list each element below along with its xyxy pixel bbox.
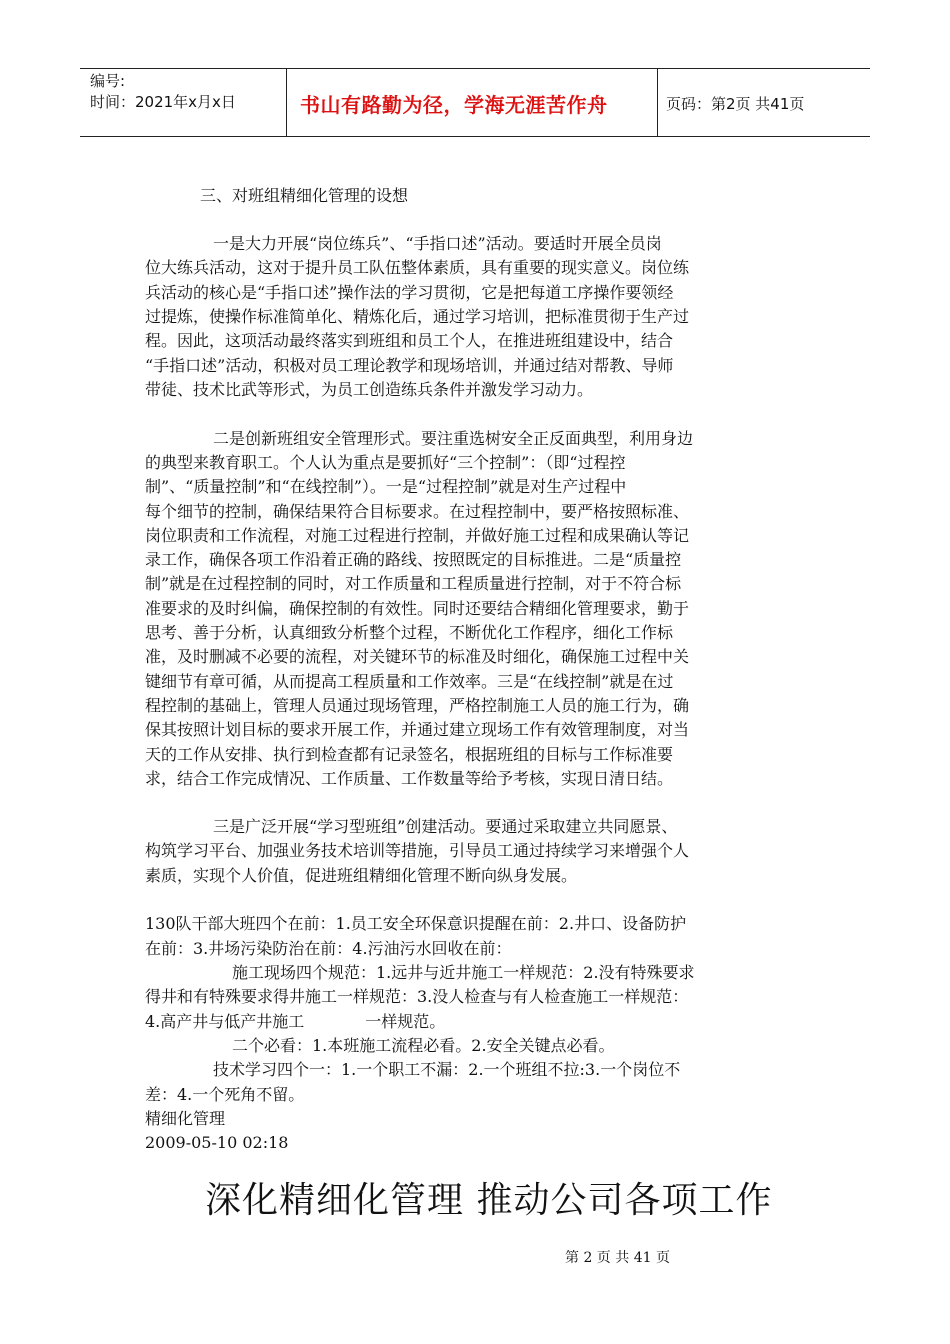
text-line: 的典型来教育职工。个人认为重点是要抓好“三个控制”：（即“过程控 (145, 453, 626, 472)
text-line: 施工现场四个规范：1.远井与近井施工一样规范：2.没有特殊要求 (232, 963, 695, 982)
timestamp: 2009-05-10 02:18 (145, 1133, 289, 1152)
text-line: 构筑学习平台、加强业务技术培训等措施，引导员工通过持续学习来增强个人 (145, 841, 690, 860)
text-line: 键细节有章可循，从而提高工程质量和工作效率。三是“在线控制”就是在过 (145, 672, 674, 691)
doc-number-label: 编号: (90, 72, 126, 90)
text-line: 程。因此，这项活动最终落实到班组和员工个人，在推进班组建设中，结合 (145, 331, 674, 350)
text-line: 精细化管理 (145, 1109, 226, 1128)
text-line: 制”、“质量控制”和“在线控制”）。一是“过程控制”就是对生产过程中 (145, 477, 627, 496)
text-line: 准，及时删减不必要的流程，对关键环节的标准及时细化，确保施工过程中关 (145, 647, 690, 666)
header-divider (657, 69, 658, 136)
text-line: “手指口述”活动，积极对员工理论教学和现场培训，并通过结对帮教、导师 (145, 356, 674, 375)
header-meta (90, 71, 290, 113)
text-line: 三是广泛开展“学习型班组”创建活动。要通过采取建立共同愿景、 (213, 817, 678, 836)
text-line: 求，结合工作完成情况、工作质量、工作数量等给予考核，实现日清日结。 (145, 769, 674, 788)
header-page-info: 页码：第2页 共41页 (666, 95, 805, 113)
text-line: 保其按照计划目标的要求开展工作，并通过建立现场工作有效管理制度，对当 (145, 720, 690, 739)
text-line: 每个细节的控制，确保结果符合目标要求。在过程控制中，要严格按照标准、 (145, 502, 690, 521)
text-line: 制”就是在过程控制的同时，对工作质量和工程质量进行控制，对于不符合标 (145, 574, 682, 593)
text-line: 得井和有特殊要求得井施工一样规范：3.没人检查与有人检查施工一样规范： (145, 987, 689, 1006)
text-line: 差：4.一个死角不留。 (145, 1085, 305, 1104)
text-line: 准要求的及时纠偏，确保控制的有效性。同时还要结合精细化管理要求，勤于 (145, 599, 690, 618)
text-line: 程控制的基础上，管理人员通过现场管理，严格控制施工人员的施工行为，确 (145, 696, 690, 715)
text-line: 位大练兵活动，这对于提升员工队伍整体素质，具有重要的现实意义。岗位练 (145, 258, 690, 277)
text-line: 4.高产井与低产井施工 一样规范。 (145, 1012, 446, 1031)
article-title: 深化精细化管理 推动公司各项工作 (205, 1180, 773, 1221)
header-motto: 书山有路勤为径，学海无涯苦作舟 (300, 93, 608, 117)
section-heading: 三、对班组精细化管理的设想 (200, 186, 409, 205)
text-line: 录工作，确保各项工作沿着正确的路线、按照既定的目标推进。二是“质量控 (145, 550, 682, 569)
text-line: 二个必看：1.本班施工流程必看。2.安全关键点必看。 (232, 1036, 615, 1055)
text-line: 思考、善于分析，认真细致分析整个过程，不断优化工作程序，细化工作标 (145, 623, 674, 642)
text-line: 兵活动的核心是“手指口述”操作法的学习贯彻，它是把每道工序操作要领经 (145, 283, 674, 302)
text-line: 在前：3.井场污染防治在前：4.污油污水回收在前： (145, 939, 512, 958)
text-line: 二是创新班组安全管理形式。要注重选树安全正反面典型，利用身边 (213, 429, 694, 448)
text-line: 过提炼，使操作标准简单化、精炼化后，通过学习培训，把标准贯彻于生产过 (145, 307, 690, 326)
text-line: 带徒、技术比武等形式，为员工创造练兵条件并激发学习动力。 (145, 380, 594, 399)
header-divider (286, 69, 287, 136)
text-line: 天的工作从安排、执行到检查都有记录签名，根据班组的目标与工作标准要 (145, 745, 674, 764)
page-header (80, 68, 870, 137)
text-line: 岗位职责和工作流程，对施工过程进行控制，并做好施工过程和成果确认等记 (145, 526, 690, 545)
doc-time-label: 时间：2021年x月x日 (90, 93, 236, 111)
text-line: 技术学习四个一：1.一个职工不漏：2.一个班组不拉:3.一个岗位不 (213, 1060, 681, 1079)
text-line: 130队干部大班四个在前：1.员工安全环保意识提醒在前：2.井口、设备防护 (145, 914, 687, 933)
text-line: 素质，实现个人价值，促进班组精细化管理不断向纵身发展。 (145, 866, 578, 885)
page-footer: 第 2 页 共 41 页 (565, 1250, 670, 1266)
text-line: 一是大力开展“岗位练兵”、“手指口述”活动。要适时开展全员岗 (213, 234, 662, 253)
